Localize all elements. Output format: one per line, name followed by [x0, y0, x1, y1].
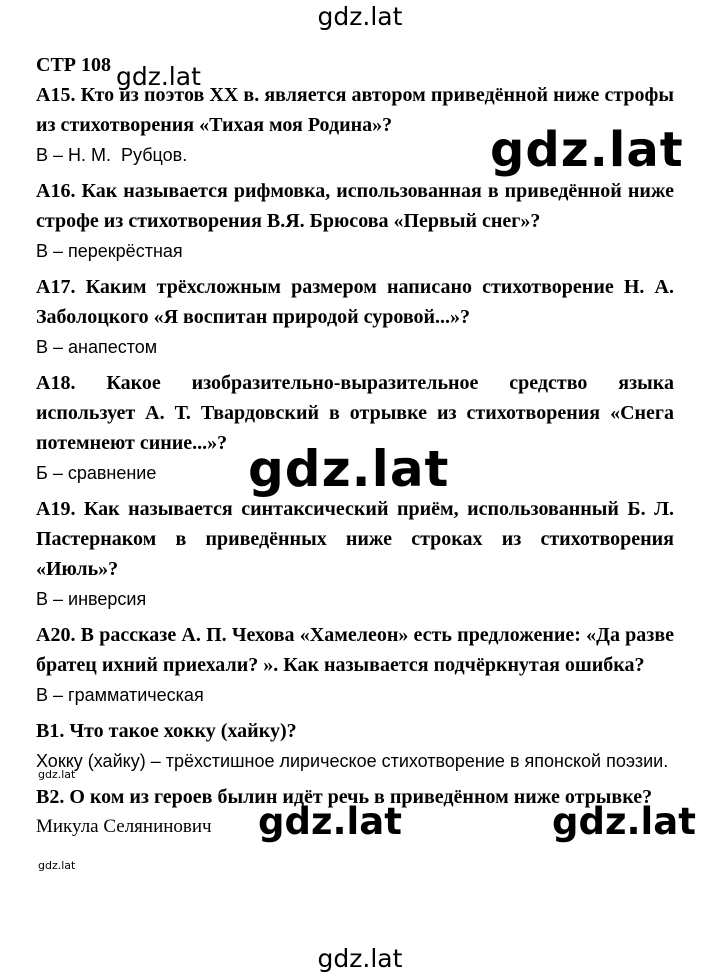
answer-a20: В – грамматическая — [36, 685, 204, 705]
watermark-tiny: gdz.lat — [38, 859, 76, 872]
answer-a19: В – инверсия — [36, 589, 147, 609]
watermark-tiny: gdz.lat — [38, 768, 76, 781]
watermark-bottom: gdz.lat — [317, 944, 403, 973]
question-a18: А18. Какое изобразительно-выразительное средство языка использует А. Т. Твардовский в отрывке из стихотворения «Снега потемнеют синие...»? — [36, 372, 674, 454]
question-a20: А20. В рассказе А. П. Чехова «Хамелеон» есть предложение: «Да разве братец ихний приехали? ». Как называется подчёркнутая ошибка? — [36, 624, 674, 676]
answer-a18: Б – сравнение — [36, 463, 157, 483]
question-b2: В2. О ком из героев былин идёт речь в приведённом ниже отрывке? — [36, 786, 653, 808]
watermark-large: gdz.lat — [490, 122, 684, 178]
worksheet-content — [36, 50, 674, 848]
watermark-medium: gdz.lat — [552, 800, 696, 843]
watermark-top: gdz.lat — [317, 2, 403, 31]
question-a19: А19. Как называется синтаксический приём, использованный Б. Л. Пастернаком в приведённых ниже строках из стихотворения «Июль»? — [36, 498, 674, 580]
answer-a15: В – Н. М. Рубцов. — [36, 145, 188, 165]
question-b1: В1. Что такое хокку (хайку)? — [36, 720, 297, 742]
watermark-medium: gdz.lat — [258, 800, 402, 843]
answer-b2: Микула Селянинович — [36, 816, 212, 837]
answer-a17: В – анапестом — [36, 337, 158, 357]
answer-a16: В – перекрёстная — [36, 241, 183, 261]
question-a15: А15. Кто из поэтов XX в. является автором приведённой ниже строфы из стихотворения «Тихая моя Родина»? — [36, 84, 674, 136]
watermark-large: gdz.lat — [248, 440, 450, 498]
watermark-small: gdz.lat — [116, 62, 201, 91]
question-a17: А17. Каким трёхсложным размером написано стихотворение Н. А. Заболоцкого «Я воспитан природой суровой...»? — [36, 276, 674, 328]
answer-b1: Хокку (хайку) – трёхстишное лирическое стихотворение в японской поэзии. — [36, 751, 669, 771]
question-a16: А16. Как называется рифмовка, использованная в приведённой ниже строфе из стихотворения В.Я. Брюсова «Первый снег»? — [36, 180, 674, 232]
page-number: СТР 108 — [36, 54, 111, 76]
